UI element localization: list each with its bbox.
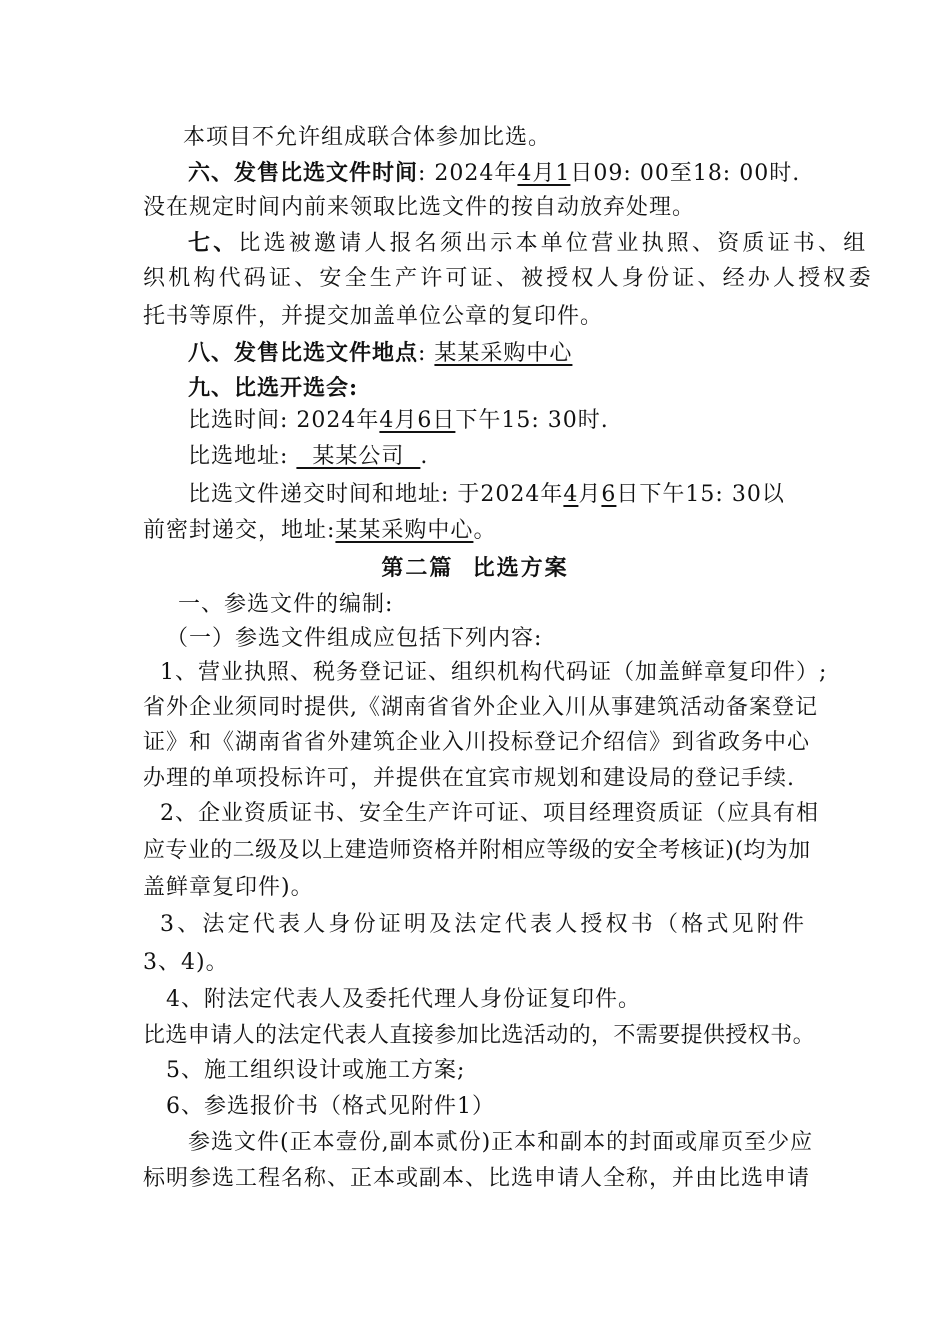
paragraph-text: 没在规定时间内前来领取比选文件的按自动放弃处理。 [143,195,696,220]
paragraph-text: 织机构代码证、安全生产许可证、被授权人身份证、经办人授权委 [143,266,874,291]
text-line [0,1164,950,1194]
inline-text: 比选时间: 2024年 [188,408,380,433]
text-line [0,123,950,153]
paragraph-text: （一）参选文件组成应包括下列内容: [166,626,543,651]
text-line [0,302,950,332]
paragraph-text: 证》和《湖南省省外建筑企业入川投标登记介绍信》到省政务中心 [143,730,811,755]
paragraph-text: 比选被邀请人报名须出示本单位营业执照、资质证书、组 [238,231,869,256]
inline-text: : 2024年 [418,161,518,186]
inline-text: . [420,444,429,469]
text-line [0,264,950,294]
paragraph-text: 6、参选报价书（格式见附件1） [166,1094,495,1119]
paragraph-text: 办理的单项投标许可，并提供在宜宾市规划和建设局的登记手续. [143,766,795,791]
inline-text: 月 [578,482,602,507]
text-line [0,228,950,258]
text-line [0,1128,950,1158]
inline-text: 比选地址: [188,444,297,469]
underlined-date: 4月1 [517,161,571,186]
paragraph-text: 3、法定代表人身份证明及法定代表人授权书（格式见附件 [160,912,808,937]
underlined-date: 6 [601,482,617,507]
text-line [0,693,950,723]
text-line [0,1021,950,1051]
text-line [0,948,950,978]
inline-text: 日09: 00至18: 00时. [570,161,801,186]
paragraph-text: 盖鲜章复印件)。 [143,875,314,900]
paragraph-text: 本项目不允许组成联合体参加比选。 [183,125,552,150]
inline-text: 前密封递交，地址: [143,518,336,543]
paragraph-text: 一、参选文件的编制: [178,592,394,617]
text-line [0,624,950,654]
paragraph-text: 5、施工组织设计或施工方案; [166,1058,466,1083]
text-line [0,516,950,546]
text-line [0,728,950,758]
inline-text: 下午15: 30时. [455,408,609,433]
inline-text: 日下午15: 30以 [616,482,785,507]
underlined-place: 某某采购中心 [335,518,474,543]
underlined-date: 4 [563,482,579,507]
text-line [0,764,950,794]
text-line [0,590,950,620]
paragraph-text: 应专业的二级及以上建造师资格并附相应等级的安全考核证)(均为加 [143,838,811,863]
paragraph-text: 参选文件(正本壹份,副本贰份)正本和副本的封面或扉页至少应 [188,1130,814,1155]
text-line [0,442,950,472]
text-line [0,158,950,188]
inline-text: 比选文件递交时间和地址: 于2024年 [188,482,564,507]
paragraph-text: 4、附法定代表人及委托代理人身份证复印件。 [166,987,641,1012]
section-heading: 九、比选开选会: [188,375,359,401]
section-title-text: 第二篇 比选方案 [381,555,569,581]
text-line [0,873,950,903]
inline-text: : [418,341,435,366]
text-line [0,480,950,510]
text-line [0,658,950,688]
paragraph-text: 2、企业资质证书、安全生产许可证、项目经理资质证（应具有相 [160,801,819,826]
text-line [0,1092,950,1122]
underlined-place: 某某采购中心 [434,341,573,366]
text-line [0,193,950,223]
section-heading: 七、 [188,230,239,256]
inline-text: 。 [473,518,497,543]
text-line [0,910,950,940]
paragraph-text: 标明参选工程名称、正本或副本、比选申请人全称，并由比选申请 [143,1166,811,1191]
text-line [0,985,950,1015]
underlined-place: 某某公司 [296,444,421,469]
paragraph-text: 省外企业须同时提供,《湖南省省外企业入川从事建筑活动备案登记 [143,695,818,720]
paragraph-text: 比选申请人的法定代表人直接参加比选活动的，不需要提供授权书。 [143,1023,816,1048]
text-line [0,836,950,866]
text-line [0,406,950,436]
paragraph-text: 3、4)。 [143,950,229,975]
underlined-date: 4月6日 [379,408,456,433]
section-heading: 六、发售比选文件时间 [188,160,419,186]
text-line [0,799,950,829]
paragraph-text: 托书等原件，并提交加盖单位公章的复印件。 [143,304,604,329]
paragraph-text: 1、营业执照、税务登记证、组织机构代码证（加盖鲜章复印件）; [160,660,828,685]
text-line [0,338,950,368]
text-line [0,1056,950,1086]
section-heading: 八、发售比选文件地点 [188,340,419,366]
text-line [0,373,950,403]
section-title [0,553,950,583]
